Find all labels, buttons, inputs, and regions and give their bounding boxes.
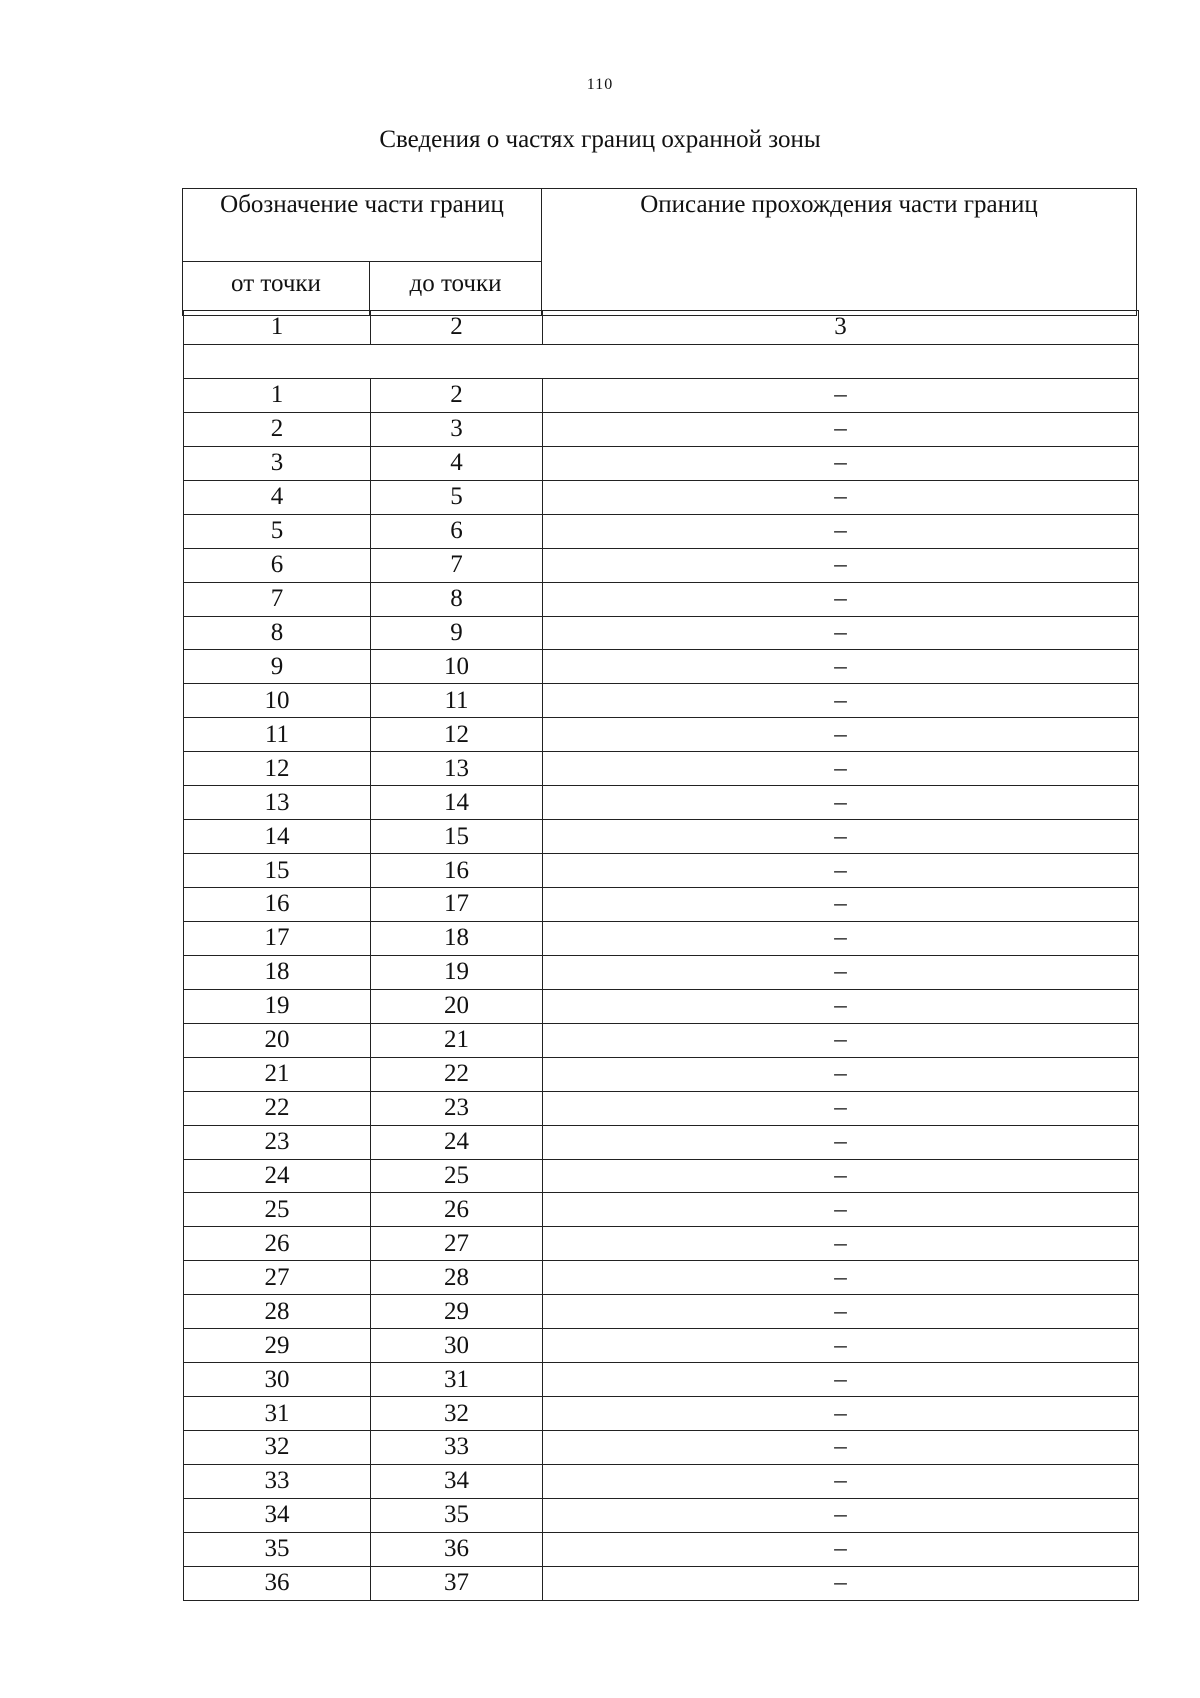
to-point-cell: 11 [371, 684, 543, 718]
description-cell: – [543, 1091, 1139, 1125]
from-point-cell: 30 [184, 1363, 371, 1397]
description-cell: – [543, 1464, 1139, 1498]
table-row [184, 989, 1139, 1023]
from-point-cell: 12 [184, 752, 371, 786]
from-point-cell: 2 [184, 412, 371, 446]
from-point-cell: 6 [184, 548, 371, 582]
to-point-cell: 13 [371, 752, 543, 786]
table-row [184, 1464, 1139, 1498]
table-row [184, 718, 1139, 752]
table-row [184, 955, 1139, 989]
to-point-cell: 37 [371, 1566, 543, 1600]
description-cell: – [543, 1261, 1139, 1295]
table-row [184, 921, 1139, 955]
from-point-cell: 5 [184, 514, 371, 548]
table-row [184, 1566, 1139, 1600]
table-row [184, 1295, 1139, 1329]
table-row [184, 480, 1139, 514]
blank-section-cell [184, 344, 1139, 378]
to-point-cell: 20 [371, 989, 543, 1023]
from-point-cell: 17 [184, 921, 371, 955]
to-point-cell: 29 [371, 1295, 543, 1329]
column-number-2: 2 [371, 311, 543, 345]
description-cell: – [543, 650, 1139, 684]
from-point-cell: 35 [184, 1532, 371, 1566]
from-point-cell: 13 [184, 786, 371, 820]
from-point-cell: 18 [184, 955, 371, 989]
description-cell: – [543, 718, 1139, 752]
description-cell: – [543, 1193, 1139, 1227]
document-title: Сведения о частях границ охранной зоны [379, 126, 821, 153]
to-point-cell: 36 [371, 1532, 543, 1566]
designation-header: Обозначение части границ [183, 189, 542, 262]
table-row [184, 1091, 1139, 1125]
description-cell: – [543, 446, 1139, 480]
to-point-cell: 15 [371, 820, 543, 854]
to-point-cell: 4 [371, 446, 543, 480]
table-row [184, 1057, 1139, 1091]
from-point-cell: 11 [184, 718, 371, 752]
from-point-cell: 15 [184, 854, 371, 888]
description-cell: – [543, 684, 1139, 718]
from-point-cell: 25 [184, 1193, 371, 1227]
table-row [184, 786, 1139, 820]
boundary-parts-table [183, 310, 1139, 1601]
page-number: 110 [586, 76, 614, 93]
table-row [184, 412, 1139, 446]
to-point-cell: 19 [371, 955, 543, 989]
from-point-cell: 31 [184, 1397, 371, 1431]
from-point-cell: 19 [184, 989, 371, 1023]
to-point-cell: 18 [371, 921, 543, 955]
from-point-cell: 4 [184, 480, 371, 514]
description-cell: – [543, 1532, 1139, 1566]
table-row [184, 684, 1139, 718]
description-cell: – [543, 854, 1139, 888]
description-cell: – [543, 1295, 1139, 1329]
from-point-cell: 8 [184, 616, 371, 650]
to-point-cell: 17 [371, 888, 543, 922]
to-point-cell: 5 [371, 480, 543, 514]
from-point-cell: 34 [184, 1498, 371, 1532]
boundary-header-table [182, 188, 1137, 316]
description-cell: – [543, 480, 1139, 514]
table-row [184, 1261, 1139, 1295]
to-point-cell: 14 [371, 786, 543, 820]
table-row [184, 1363, 1139, 1397]
to-point-cell: 21 [371, 1023, 543, 1057]
description-cell: – [543, 378, 1139, 412]
to-point-cell: 32 [371, 1397, 543, 1431]
from-point-cell: 36 [184, 1566, 371, 1600]
description-cell: – [543, 1057, 1139, 1091]
from-point-cell: 7 [184, 582, 371, 616]
to-point-cell: 23 [371, 1091, 543, 1125]
blank-section-row [184, 344, 1139, 378]
table-row [184, 1159, 1139, 1193]
to-point-cell: 6 [371, 514, 543, 548]
to-point-cell: 26 [371, 1193, 543, 1227]
table-row [184, 1532, 1139, 1566]
table-row [184, 514, 1139, 548]
from-point-cell: 21 [184, 1057, 371, 1091]
description-cell: – [543, 820, 1139, 854]
to-point-header: до точки [370, 262, 542, 316]
table-row [184, 446, 1139, 480]
from-point-cell: 28 [184, 1295, 371, 1329]
to-point-cell: 3 [371, 412, 543, 446]
from-point-header: от точки [183, 262, 370, 316]
description-cell: – [543, 1329, 1139, 1363]
to-point-cell: 33 [371, 1431, 543, 1465]
description-cell: – [543, 1227, 1139, 1261]
description-cell: – [543, 582, 1139, 616]
description-cell: – [543, 888, 1139, 922]
table-row [184, 1397, 1139, 1431]
table-row [184, 1227, 1139, 1261]
to-point-cell: 27 [371, 1227, 543, 1261]
description-cell: – [543, 616, 1139, 650]
from-point-cell: 3 [184, 446, 371, 480]
description-cell: – [543, 1125, 1139, 1159]
description-cell: – [543, 1498, 1139, 1532]
from-point-cell: 33 [184, 1464, 371, 1498]
description-cell: – [543, 786, 1139, 820]
to-point-cell: 24 [371, 1125, 543, 1159]
description-header: Описание прохождения части границ [542, 189, 1137, 316]
to-point-cell: 31 [371, 1363, 543, 1397]
table-row [184, 1125, 1139, 1159]
description-cell: – [543, 1159, 1139, 1193]
to-point-cell: 30 [371, 1329, 543, 1363]
table-row [184, 650, 1139, 684]
table-row [184, 1431, 1139, 1465]
to-point-cell: 22 [371, 1057, 543, 1091]
description-cell: – [543, 548, 1139, 582]
table-row [184, 1329, 1139, 1363]
to-point-cell: 35 [371, 1498, 543, 1532]
to-point-cell: 8 [371, 582, 543, 616]
from-point-cell: 29 [184, 1329, 371, 1363]
to-point-cell: 28 [371, 1261, 543, 1295]
description-cell: – [543, 955, 1139, 989]
description-cell: – [543, 1431, 1139, 1465]
from-point-cell: 9 [184, 650, 371, 684]
from-point-cell: 14 [184, 820, 371, 854]
description-cell: – [543, 1397, 1139, 1431]
description-cell: – [543, 921, 1139, 955]
table-row [184, 378, 1139, 412]
to-point-cell: 16 [371, 854, 543, 888]
description-cell: – [543, 1363, 1139, 1397]
from-point-cell: 26 [184, 1227, 371, 1261]
table-row [184, 820, 1139, 854]
table-row [184, 582, 1139, 616]
to-point-cell: 34 [371, 1464, 543, 1498]
table-row [184, 1193, 1139, 1227]
from-point-cell: 10 [184, 684, 371, 718]
description-cell: – [543, 1566, 1139, 1600]
description-cell: – [543, 1023, 1139, 1057]
from-point-cell: 22 [184, 1091, 371, 1125]
description-cell: – [543, 412, 1139, 446]
table-row [184, 854, 1139, 888]
from-point-cell: 32 [184, 1431, 371, 1465]
from-point-cell: 16 [184, 888, 371, 922]
table-row [184, 1023, 1139, 1057]
description-cell: – [543, 514, 1139, 548]
column-number-1: 1 [184, 311, 371, 345]
from-point-cell: 27 [184, 1261, 371, 1295]
column-number-3: 3 [543, 311, 1139, 345]
description-cell: – [543, 752, 1139, 786]
column-number-row [184, 311, 1139, 345]
to-point-cell: 12 [371, 718, 543, 752]
from-point-cell: 23 [184, 1125, 371, 1159]
table-row [184, 1498, 1139, 1532]
description-cell: – [543, 989, 1139, 1023]
to-point-cell: 9 [371, 616, 543, 650]
to-point-cell: 25 [371, 1159, 543, 1193]
from-point-cell: 20 [184, 1023, 371, 1057]
to-point-cell: 7 [371, 548, 543, 582]
table-row [184, 548, 1139, 582]
table-row [184, 752, 1139, 786]
to-point-cell: 10 [371, 650, 543, 684]
table-row [184, 888, 1139, 922]
from-point-cell: 1 [184, 378, 371, 412]
from-point-cell: 24 [184, 1159, 371, 1193]
to-point-cell: 2 [371, 378, 543, 412]
table-row [184, 616, 1139, 650]
